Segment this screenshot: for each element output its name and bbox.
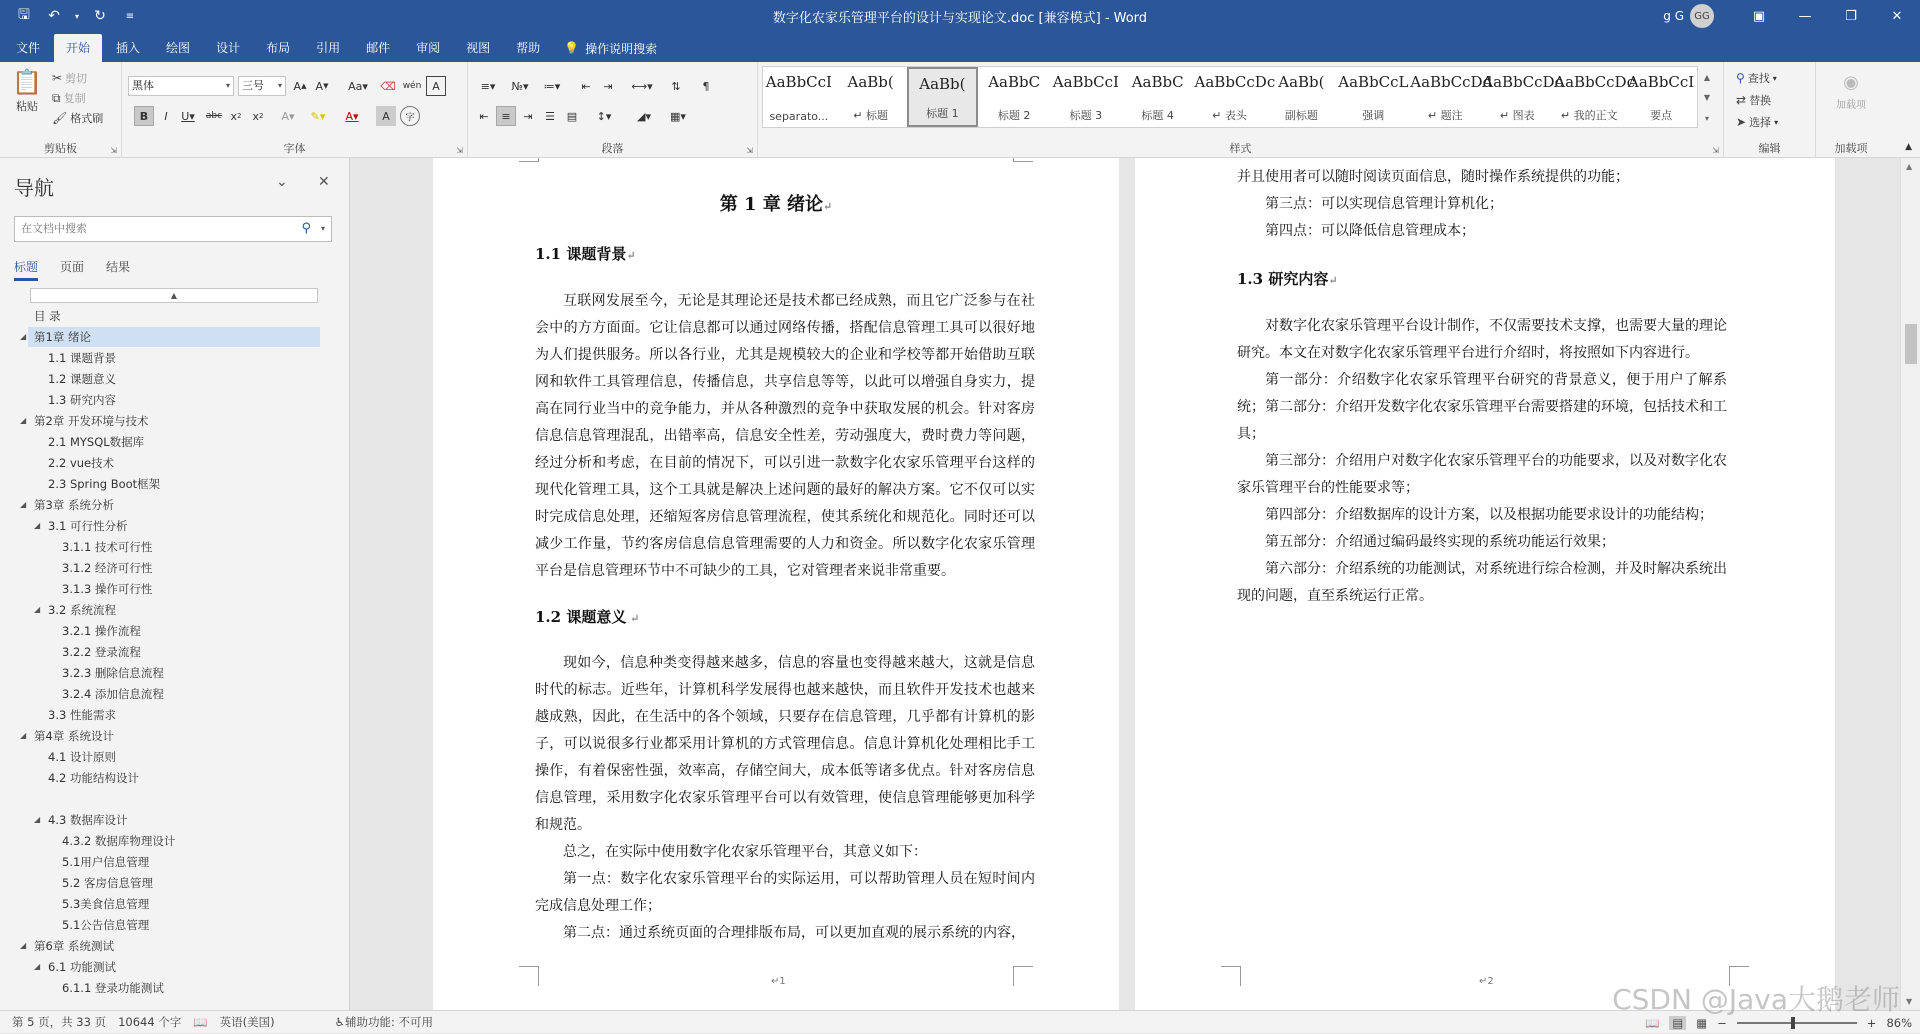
ribbon-tab-1[interactable]: 开始 xyxy=(54,34,102,62)
outline-item[interactable] xyxy=(28,600,320,620)
style-item[interactable] xyxy=(1266,67,1338,127)
multilevel-list-icon[interactable]: ≔▾ xyxy=(543,79,561,93)
highlight-icon[interactable]: ✎▾ xyxy=(310,109,326,123)
paragraph-group xyxy=(468,62,758,158)
nav-tabs xyxy=(14,258,130,281)
paragraph[interactable]: 对数字化农家乐管理平台设计制作，不仅需要技术支撑，也需要大量的理论研究。本文在对数字化农家乐管理平台进行介绍时，将按照如下内容进行。 xyxy=(1237,318,1727,361)
editing-group xyxy=(1724,62,1816,158)
print-layout-icon[interactable]: ▤ xyxy=(1669,1016,1686,1030)
paragraph[interactable]: 第六部分：介绍系统的功能测试，对系统进行综合检测，并及时解决系统出现的问题，直至系统运行正常。 xyxy=(1237,561,1727,604)
style-item[interactable] xyxy=(907,67,979,127)
dialog-launcher-icon[interactable]: ⇲ xyxy=(746,146,753,155)
outline-item-label: 第3章 系统分析 xyxy=(34,498,114,512)
page-number: ↵2 xyxy=(1479,976,1494,987)
navigation-pane xyxy=(0,158,350,1010)
ribbon-tab-0[interactable]: 文件 xyxy=(16,41,41,55)
font-family-select[interactable]: 黑体 ▾ xyxy=(128,76,234,96)
ribbon-tab-10[interactable]: 帮助 xyxy=(516,41,541,55)
style-preview: AaBbCcI xyxy=(765,73,832,91)
shrink-font-icon[interactable]: A ▼ xyxy=(315,79,329,93)
outline-item-label: 4.3.2 数据库物理设计 xyxy=(62,834,176,848)
align-right-icon[interactable]: ⇥ xyxy=(523,109,533,123)
ribbon-tab-2[interactable]: 插入 xyxy=(116,41,141,55)
outline-item-label: 5.1公告信息管理 xyxy=(62,918,150,932)
expand-collapse-icon[interactable]: ◢ xyxy=(34,815,41,824)
paragraph[interactable]: 总之，在实际中使用数字化农家乐管理平台，其意义如下： xyxy=(563,844,927,860)
style-item[interactable] xyxy=(763,67,835,127)
outline-item-label: 第1章 绪论 xyxy=(34,330,91,344)
outline-item[interactable] xyxy=(28,957,320,977)
search-icon[interactable]: ⚲ xyxy=(301,221,311,236)
style-preview: AaBbCcDc xyxy=(1482,73,1563,91)
nav-tab-2[interactable]: 结果 xyxy=(106,260,131,274)
outline-item-label: 3.2 系统流程 xyxy=(48,603,116,617)
outline-item[interactable] xyxy=(28,537,320,557)
style-item[interactable] xyxy=(1553,67,1635,127)
quick-access-toolbar xyxy=(0,4,300,28)
dialog-launcher-icon[interactable]: ⇲ xyxy=(1712,146,1719,155)
style-name: 要点 xyxy=(1650,109,1673,122)
nav-tab-1[interactable]: 页面 xyxy=(60,260,85,274)
scissors-icon: ✂ xyxy=(52,71,63,85)
section-heading-1-2[interactable]: 1.2 课题意义 ↵ xyxy=(535,608,640,626)
decrease-indent-icon[interactable]: ⇤ xyxy=(581,79,591,93)
page-number: ↵1 xyxy=(771,976,786,987)
outline-item[interactable] xyxy=(28,768,320,788)
outline-item-label: 6.1 功能测试 xyxy=(48,960,116,974)
outline-item[interactable] xyxy=(28,684,320,704)
outline-item[interactable] xyxy=(28,663,320,683)
collapse-ribbon-icon[interactable]: ▲ xyxy=(1905,142,1912,152)
crop-mark xyxy=(1013,966,1033,986)
language[interactable]: 英语(美国) xyxy=(219,1015,275,1029)
chevron-down-icon[interactable]: ⌄ xyxy=(276,174,288,190)
close-icon[interactable]: ✕ xyxy=(1891,8,1903,24)
clipboard-group xyxy=(0,62,122,158)
style-name: 副标题 xyxy=(1284,109,1318,122)
scroll-thumb[interactable] xyxy=(1905,324,1917,364)
style-name: 标题 2 xyxy=(997,109,1031,122)
outline-item-label: 2.3 Spring Boot框架 xyxy=(48,477,161,491)
outline-item[interactable] xyxy=(20,936,320,956)
outline-item[interactable] xyxy=(28,579,320,599)
outline-item[interactable] xyxy=(28,306,320,326)
style-name: ↵ 我的正文 xyxy=(1560,109,1618,122)
gallery-up-icon[interactable]: ▲ xyxy=(1703,72,1711,82)
user-name[interactable]: g G xyxy=(1663,9,1684,23)
outline-item-label: 4.2 功能结构设计 xyxy=(48,771,139,785)
style-item[interactable] xyxy=(1194,67,1276,127)
bullets-icon[interactable]: ≡▾ xyxy=(480,79,496,93)
outline-item[interactable] xyxy=(28,894,320,914)
justify-icon[interactable]: ☰ xyxy=(545,109,555,123)
increase-indent-icon[interactable]: ⇥ xyxy=(603,79,613,93)
find-button[interactable]: ⚲ 查找 ▾ xyxy=(1736,71,1777,85)
outline-item-label: 3.2.4 添加信息流程 xyxy=(62,687,164,701)
zoom-slider-knob[interactable] xyxy=(1791,1017,1795,1029)
paragraph[interactable]: 第五部分：介绍通过编码最终实现的系统功能运行效果； xyxy=(1265,534,1615,550)
outline-item-label: 2.2 vue技术 xyxy=(48,456,115,470)
word-count[interactable]: 10644 个字 xyxy=(118,1015,182,1029)
minimize-icon[interactable]: — xyxy=(1798,8,1812,24)
chapter-heading[interactable]: 第 1 章 绪论↵ xyxy=(719,194,833,215)
replace-button[interactable]: ⇄ 替换 xyxy=(1736,93,1772,107)
lightbulb-icon: 💡 xyxy=(564,41,580,55)
char-shading-icon[interactable]: A xyxy=(376,106,396,126)
expand-collapse-icon[interactable]: ◢ xyxy=(20,941,27,950)
outline-item[interactable] xyxy=(20,726,320,746)
subscript-icon[interactable]: x 2 xyxy=(230,109,242,123)
outline-item[interactable] xyxy=(28,453,320,473)
ribbon-tab-8[interactable]: 审阅 xyxy=(416,41,441,55)
outline-item[interactable] xyxy=(20,327,320,347)
ribbon-tab-3[interactable]: 绘图 xyxy=(166,41,191,55)
style-name: ↵ 图表 xyxy=(1499,109,1535,122)
paragraph[interactable]: 第三部分：介绍用户对数字化农家乐管理平台的功能要求，以及对数字化农家乐管理平台的性能要求等； xyxy=(1237,453,1727,496)
underline-icon[interactable]: U▾ xyxy=(181,109,195,123)
enclose-char-icon[interactable]: 字 xyxy=(400,106,420,126)
ribbon-tab-5[interactable]: 布局 xyxy=(266,41,291,55)
zoom-level[interactable]: 86% xyxy=(1886,1015,1912,1030)
load-addins-button[interactable]: ◉ 加载项 xyxy=(1836,72,1866,111)
outline-item[interactable] xyxy=(28,978,320,998)
expand-collapse-icon[interactable]: ◢ xyxy=(34,521,41,530)
sort-icon[interactable]: ⇅ xyxy=(671,79,681,93)
style-item[interactable] xyxy=(1481,67,1563,127)
outline-item-label: 6.1.1 登录功能测试 xyxy=(62,981,164,995)
align-center-icon[interactable]: ≡ xyxy=(496,106,516,126)
paragraph[interactable]: 互联网发展至今，无论是其理论还是技术都已经成熟，而且它广泛参与在社会中的方方面面。它让信息都可以通过网络传播，搭配信息管理工具可以很好地为人们提供服务。所以各行业，尤其是规模较大的企业和学校等都开始借助互联网和软件工具管理信息，传播信息，共享信息等等，以此可以增强自身实力，提高在同行业当中的竞争能力，并从各种激烈的竞争中获取发展的机会。针对客房信息信息管理混乱，出错率高，信息安全性差，劳动强度大，费时费力等问题，经过分析和考虑，在目前的情况下，可以引进一款数字化农家乐管理平台这样的现代化管理工具，这个工具就是解决上述问题的最好的解决方案。它不仅可以实时完成信息处理，还缩短客房信息管理流程，使其系统化和规范化。同时还可以减少工作量，节约客房信息信息管理需要的人力和资金。所以数字化农家乐管理平台是信息管理环节中不可缺少的工具，它对管理者来说非常重要。 xyxy=(535,293,1035,579)
chinese-layout-icon[interactable]: ⟷▾ xyxy=(631,79,653,93)
expand-collapse-icon[interactable]: ◢ xyxy=(20,500,27,509)
scroll-up-icon[interactable]: ▲ xyxy=(1906,162,1913,171)
style-preview: AaBbCcDc xyxy=(1554,73,1635,91)
accessibility-status[interactable]: ♿辅助功能: 不可用 xyxy=(334,1015,433,1029)
restore-icon[interactable]: ❐ xyxy=(1845,8,1857,24)
addins-label: 加载项 xyxy=(1834,142,1868,155)
outline-item-label: 1.3 研究内容 xyxy=(48,393,116,407)
numbering-icon[interactable]: №▾ xyxy=(511,79,529,93)
document-area[interactable] xyxy=(351,158,1900,1010)
brush-icon: 🖌 xyxy=(52,111,68,125)
outline-item[interactable] xyxy=(20,495,320,515)
outline-item-label: 3.3 性能需求 xyxy=(48,708,116,722)
outline-item[interactable] xyxy=(28,852,320,872)
style-item[interactable] xyxy=(1122,67,1194,127)
styles-label: 样式 xyxy=(1229,142,1252,155)
outline-item[interactable] xyxy=(28,705,320,725)
paragraph[interactable]: 第四部分：介绍数据库的设计方案，以及根据功能要求设计的功能结构； xyxy=(1265,507,1713,523)
style-name: 标题 1 xyxy=(926,107,959,120)
clear-format-icon[interactable]: ⌫ xyxy=(380,79,396,93)
style-item[interactable] xyxy=(1409,67,1493,127)
ribbon-display-icon[interactable]: ▣ xyxy=(1752,8,1766,24)
ribbon-tab-7[interactable]: 邮件 xyxy=(366,41,391,55)
borders-icon[interactable]: ▦▾ xyxy=(670,109,686,123)
style-name: 标题 4 xyxy=(1141,109,1174,122)
style-preview: AaBbC xyxy=(988,73,1041,91)
customize-icon[interactable]: ≡ xyxy=(125,10,135,22)
phonetic-guide-icon[interactable]: wén xyxy=(402,81,422,91)
expand-collapse-icon[interactable]: ◢ xyxy=(20,731,27,740)
copy-button[interactable]: ⧉ 复制 xyxy=(52,90,86,105)
style-preview: AaBbCcDc xyxy=(1194,73,1276,91)
search-icon: ⚲ xyxy=(1736,71,1745,85)
char-border-icon[interactable]: A xyxy=(426,76,446,96)
outline-item-label: 1.2 课题意义 xyxy=(48,372,116,386)
nav-search-input[interactable]: 在文档中搜索 ⚲ ▾ xyxy=(14,216,332,242)
styles-gallery xyxy=(762,66,1711,128)
outline-item[interactable] xyxy=(28,915,320,935)
proofing-icon[interactable]: 📖 xyxy=(193,1015,208,1029)
style-name: separato... xyxy=(769,110,829,123)
outline-item-label: 3.1.2 经济可行性 xyxy=(62,561,153,575)
save-icon[interactable]: 🖫 xyxy=(18,7,30,23)
outline-item[interactable] xyxy=(28,369,320,389)
copy-icon: ⧉ xyxy=(52,90,61,105)
replace-icon: ⇄ xyxy=(1736,93,1747,107)
style-name: ↵ 标题 xyxy=(853,109,888,122)
outline-item-label: 2.1 MYSQL数据库 xyxy=(48,435,145,449)
cursor-icon: ➤ xyxy=(1736,115,1747,129)
outline-item-label: 5.3美食信息管理 xyxy=(62,897,150,911)
style-item[interactable] xyxy=(1337,67,1409,127)
paragraph-label: 段落 xyxy=(601,142,624,155)
font-label: 字体 xyxy=(283,142,306,155)
accessibility-icon: ♿ xyxy=(334,1015,345,1029)
chevron-down-icon: ▾ xyxy=(277,81,282,90)
outline-item[interactable] xyxy=(28,810,320,830)
style-item[interactable] xyxy=(978,67,1050,127)
outline-item[interactable] xyxy=(28,747,320,767)
ribbon xyxy=(0,62,1920,158)
outline-item[interactable] xyxy=(28,558,320,578)
outline-item-label: 4.3 数据库设计 xyxy=(48,813,128,827)
outline-item-label: 3.1.1 技术可行性 xyxy=(62,540,153,554)
style-preview: AaBbCcL xyxy=(1338,73,1409,91)
zoom-in-icon[interactable]: + xyxy=(1866,1015,1877,1030)
style-name: ↵ 表头 xyxy=(1212,109,1247,122)
outline-item-label: 5.1用户信息管理 xyxy=(62,855,150,869)
style-item[interactable] xyxy=(1625,67,1697,127)
section-heading-1-3[interactable]: 1.3 研究内容↵ xyxy=(1237,270,1338,288)
expand-collapse-icon[interactable]: ◢ xyxy=(20,332,27,341)
dialog-launcher-icon[interactable]: ⇲ xyxy=(110,146,117,155)
select-button[interactable]: ➤ 选择 ▾ xyxy=(1736,115,1779,129)
outline-item-label: 3.1 可行性分析 xyxy=(48,519,128,533)
format-painter-button[interactable]: 🖌 格式刷 xyxy=(52,111,104,125)
outline-item-label: 目 录 xyxy=(34,309,61,323)
paste-icon: 📋 xyxy=(12,68,42,96)
text-effects-icon[interactable]: A▾ xyxy=(281,109,295,123)
gallery-down-icon[interactable]: ▼ xyxy=(1703,93,1711,103)
outline-item-label: 第6章 系统测试 xyxy=(34,939,114,953)
change-case-icon[interactable]: Aa▾ xyxy=(348,79,368,93)
avatar[interactable]: GG xyxy=(1690,4,1714,28)
style-preview: AaBbCcI xyxy=(1628,73,1695,91)
outline-item[interactable] xyxy=(28,390,320,410)
read-mode-icon[interactable]: 📖 xyxy=(1645,1015,1660,1030)
collapse-all-bar[interactable]: ▲ xyxy=(30,288,318,303)
expand-collapse-icon[interactable]: ◢ xyxy=(20,416,27,425)
font-color-icon[interactable]: A▾ xyxy=(345,109,359,123)
expand-collapse-icon[interactable]: ◢ xyxy=(34,605,41,614)
italic-icon[interactable]: I xyxy=(164,109,168,123)
nav-tab-0[interactable]: 标题 xyxy=(14,258,38,281)
style-name: 强调 xyxy=(1362,109,1385,122)
redo-icon[interactable]: ↻ xyxy=(94,8,106,24)
outline-item-label: 5.2 客房信息管理 xyxy=(62,876,153,890)
outline-item[interactable] xyxy=(28,642,320,662)
web-layout-icon[interactable]: ▦ xyxy=(1696,1015,1708,1030)
paragraph[interactable]: 第一点：数字化农家乐管理平台的实际运用，可以帮助管理人员在短时间内完成信息处理工作； xyxy=(535,871,1035,914)
scroll-down-icon[interactable]: ▼ xyxy=(1906,997,1913,1006)
style-name: ↵ 题注 xyxy=(1427,109,1463,122)
gallery-more-icon[interactable]: ▾ xyxy=(1704,114,1709,124)
outline-item-label: 3.2.1 操作流程 xyxy=(62,624,141,638)
expand-collapse-icon[interactable]: ◢ xyxy=(34,962,41,971)
crop-mark xyxy=(1013,158,1033,162)
style-preview: AaBbCcI xyxy=(1052,73,1119,91)
ribbon-tab-6[interactable]: 引用 xyxy=(316,41,341,55)
addin-icon: ◉ xyxy=(1843,72,1859,93)
align-left-icon[interactable]: ⇤ xyxy=(479,109,489,123)
paste-button[interactable]: 📋 粘贴 xyxy=(12,68,42,113)
outline-item[interactable] xyxy=(28,348,320,368)
show-marks-icon[interactable]: ¶ xyxy=(702,79,710,93)
style-item[interactable] xyxy=(835,67,907,127)
style-preview: AaBb( xyxy=(919,75,966,93)
crop-mark xyxy=(1221,966,1241,986)
strikethrough-icon[interactable]: abc xyxy=(205,111,223,121)
outline-item[interactable] xyxy=(28,831,320,851)
window-title: 数字化农家乐管理平台的设计与实现论文.doc [兼容模式] - Word xyxy=(772,10,1148,26)
style-preview: AaBbC xyxy=(1131,73,1184,91)
outline-item[interactable] xyxy=(28,516,320,536)
addins-group xyxy=(1816,62,1886,158)
gallery-scroll xyxy=(1699,67,1715,129)
outline-item[interactable] xyxy=(28,432,320,452)
ribbon-tab-9[interactable]: 视图 xyxy=(466,41,491,55)
style-preview: AaBbCcDd xyxy=(1410,73,1493,91)
chevron-down-icon[interactable]: ▾ xyxy=(320,224,325,233)
undo-icon[interactable]: ↶ xyxy=(48,8,60,24)
paragraph[interactable]: 第三点：可以实现信息管理计算机化； xyxy=(1265,196,1503,212)
zoom-slider[interactable] xyxy=(1737,1022,1857,1024)
clipboard-label: 剪贴板 xyxy=(44,142,77,155)
paragraph[interactable]: 第一部分：介绍数字化农家乐管理平台研究的背景意义，便于用户了解系统； xyxy=(1237,372,1727,415)
section-heading-1-1[interactable]: 1.1 课题背景↵ xyxy=(535,245,636,263)
outline-item-label: 1.1 课题背景 xyxy=(48,351,116,365)
outline-item-label: 第2章 开发环境与技术 xyxy=(34,414,149,428)
font-size-select[interactable]: 三号 ▾ xyxy=(238,76,286,96)
page-count[interactable]: 第 5 页，共 33 页 xyxy=(12,1015,107,1029)
style-preview: AaBb( xyxy=(1278,73,1325,91)
outline-item[interactable] xyxy=(20,411,320,431)
bold-icon[interactable]: B xyxy=(134,106,154,126)
outline-item[interactable] xyxy=(28,474,320,494)
nav-title: 导航 xyxy=(14,176,54,200)
distribute-icon[interactable]: ▤ xyxy=(566,109,578,123)
outline-item[interactable] xyxy=(28,873,320,893)
style-preview: AaBb( xyxy=(847,73,894,91)
crop-mark xyxy=(519,966,539,986)
paragraph[interactable]: 并且使用者可以随时阅读页面信息，随时操作系统提供的功能； xyxy=(1237,169,1629,185)
outline-item-label: 3.2.3 删除信息流程 xyxy=(62,666,164,680)
chevron-down-icon: ▾ xyxy=(225,81,230,90)
superscript-icon[interactable]: x 2 xyxy=(252,109,264,123)
title-bar xyxy=(0,0,1920,32)
zoom-out-icon[interactable]: − xyxy=(1717,1015,1727,1030)
style-item[interactable] xyxy=(1050,67,1122,127)
paragraph[interactable]: 第二部分：介绍开发数字化农家乐管理平台需要搭建的环境，包括技术和工具； xyxy=(1237,399,1727,442)
tell-me-search[interactable]: 💡 操作说明搜索 xyxy=(564,41,658,56)
outline-item[interactable] xyxy=(28,621,320,641)
editing-label: 编辑 xyxy=(1758,142,1781,155)
watermark: CSDN @Java大鹅老师 xyxy=(1612,983,1900,1016)
outline-item-label: 第4章 系统设计 xyxy=(34,729,114,743)
cut-button[interactable]: ✂ 剪切 xyxy=(52,71,88,85)
crop-mark xyxy=(519,158,539,162)
line-spacing-icon[interactable]: ↕▾ xyxy=(596,109,612,123)
vertical-scrollbar[interactable] xyxy=(1900,158,1920,1010)
outline-item-label: 3.2.2 登录流程 xyxy=(62,645,141,659)
paragraph[interactable]: 第二点：通过系统页面的合理排版布局，可以更加直观的展示系统的内容， xyxy=(563,925,1025,941)
grow-font-icon[interactable]: A ▲ xyxy=(293,79,307,93)
page-2[interactable] xyxy=(1135,158,1835,1010)
style-name: 标题 3 xyxy=(1069,109,1103,122)
paragraph[interactable]: 第四点：可以降低信息管理成本； xyxy=(1265,223,1475,239)
dialog-launcher-icon[interactable]: ⇲ xyxy=(456,146,463,155)
styles-group xyxy=(758,62,1724,158)
page-1[interactable] xyxy=(433,158,1119,1010)
outline-item-label: 4.1 设计原则 xyxy=(48,750,116,764)
ribbon-tab-4[interactable]: 设计 xyxy=(216,41,241,55)
font-group xyxy=(122,62,468,158)
outline-item-label: 3.1.3 操作可行性 xyxy=(62,582,153,596)
close-icon[interactable]: ✕ xyxy=(318,174,330,190)
ribbon-tabs xyxy=(0,32,1920,62)
undo-dropdown-icon[interactable]: ▾ xyxy=(74,11,79,21)
outline-item[interactable] xyxy=(28,789,320,809)
paragraph[interactable]: 现如今，信息种类变得越来越多，信息的容量也变得越来越大，这就是信息时代的标志。近些年，计算机科学发展得也越来越快，而且软件开发技术也越来越成熟，因此，在生活中的各个领域，只要存在信息管理，几乎都有计算机的影子，可以说很多行业都采用计算机的方式管理信息。信息计算机化处理相比手工操作，有着保密性强，效率高，存储空间大，成本低等诸多优点。针对客房信息信息管理，采用数字化农家乐管理平台可以有效管理，使信息管理能够更加科学和规范。 xyxy=(535,655,1035,833)
shading-icon[interactable]: ◢▾ xyxy=(637,109,651,123)
